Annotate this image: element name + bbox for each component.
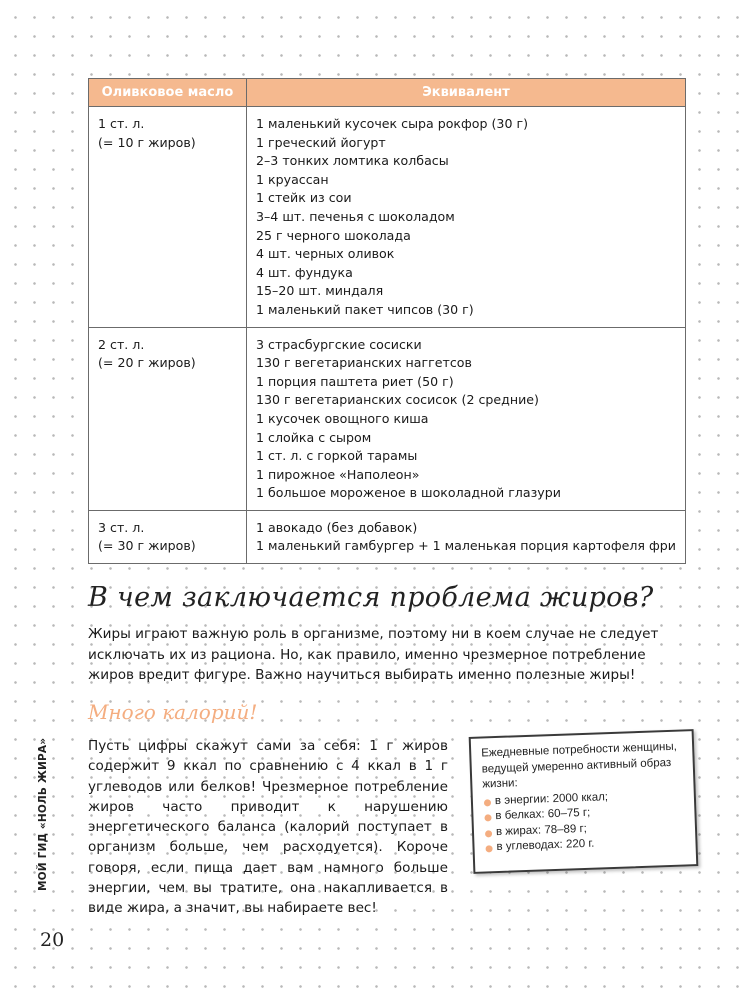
page-number: 20 xyxy=(40,929,65,951)
section-heading: В чем заключается проблема жиров? xyxy=(88,582,654,613)
daily-needs-item: в жирах: 78–89 г; xyxy=(484,818,685,841)
daily-needs-intro: Ежедневные потребности женщины, ведущей умеренно активный образ жизни: xyxy=(481,740,678,791)
equivalent-item: 15–20 шт. миндаля xyxy=(256,283,384,299)
equivalent-item: 1 маленький кусочек сыра рокфор (30 г) xyxy=(256,116,528,131)
equivalent-cell xyxy=(247,510,686,563)
daily-needs-box xyxy=(469,729,699,874)
equivalent-item: 1 стейк из сои xyxy=(256,190,352,206)
equivalent-item: 1 круассан xyxy=(256,171,329,187)
subsection-heading: Много калорий! xyxy=(88,700,258,724)
section-paragraph: Жиры играют важную роль в организме, поэтому ни в коем случае не следует исключать их из рациона. Но, как правило, именно чрезмерное потребление жиров вредит фигуре. Важно научиться выбирать именно полезные жиры! xyxy=(88,626,659,683)
header-equivalent: Эквивалент xyxy=(247,79,686,107)
fat-equivalents-table xyxy=(88,78,686,564)
spine-title: МОЙ ГИД «НОЛЬ ЖИРА» xyxy=(37,737,49,891)
equivalent-item: 25 г черного шоколада xyxy=(256,227,411,243)
subsection-paragraph: Пусть цифры скажут сами за себя: 1 г жиров содержит 9 ккал по сравнению с 4 ккал в 1 г углеводов или белков! Чрезмерное потребление жиров часто приводит к нарушению энергетического баланса (калорий поступает в организм больше, чем расходуется). Короче говоря, если пища дает вам намного больше энергии, чем вы тратите, она накапливается в виде жира, а значит, вы набираете вес! xyxy=(88,738,448,917)
equivalent-item: 4 шт. фундука xyxy=(256,264,353,280)
equivalent-item: 1 слойка с сыром xyxy=(256,429,372,445)
equivalent-item: 3 страсбургские сосиски xyxy=(256,336,422,352)
equivalent-item: 130 г вегетарианских наггетсов xyxy=(256,355,472,371)
equivalent-cell xyxy=(247,107,686,328)
table-row xyxy=(89,327,686,510)
table-row xyxy=(89,107,686,328)
amount-cell xyxy=(89,510,247,563)
amount-line: (= 10 г жиров) xyxy=(98,134,196,150)
amount-line: 1 ст. л. xyxy=(98,116,145,131)
equivalent-item: 1 маленький пакет чипсов (30 г) xyxy=(256,301,474,317)
daily-needs-item: в белках: 60–75 г; xyxy=(483,802,684,825)
equivalent-item: 1 пирожное «Наполеон» xyxy=(256,466,420,482)
table-row xyxy=(89,510,686,563)
amount-line: (= 30 г жиров) xyxy=(98,538,196,554)
daily-needs-item: в энергии: 2000 ккал; xyxy=(483,787,684,810)
equivalent-item: 1 ст. л. с горкой тарамы xyxy=(256,448,418,464)
equivalent-item: 2–3 тонких ломтика колбасы xyxy=(256,153,449,169)
equivalent-item: 1 большое мороженое в шоколадной глазури xyxy=(256,485,561,501)
amount-line: (= 20 г жиров) xyxy=(98,355,196,371)
equivalent-item: 1 авокадо (без добавок) xyxy=(256,519,418,535)
equivalent-item: 1 кусочек овощного киша xyxy=(256,410,429,426)
amount-cell xyxy=(89,107,247,328)
equivalent-item: 130 г вегетарианских сосисок (2 средние) xyxy=(256,392,539,408)
daily-needs-item: в углеводах: 220 г. xyxy=(484,833,685,856)
equivalent-cell xyxy=(247,327,686,510)
amount-line: 2 ст. л. xyxy=(98,336,145,352)
equivalent-item: 1 порция паштета риет (50 г) xyxy=(256,373,454,389)
equivalent-item: 1 маленький гамбургер + 1 маленькая порция картофеля фри xyxy=(256,538,676,554)
equivalent-item: 1 греческий йогурт xyxy=(256,134,386,150)
header-olive-oil: Оливковое масло xyxy=(89,79,247,107)
amount-line: 3 ст. л. xyxy=(98,519,145,535)
daily-needs-list xyxy=(483,787,686,856)
equivalent-item: 3–4 шт. печенья с шоколадом xyxy=(256,208,455,224)
equivalent-item: 4 шт. черных оливок xyxy=(256,246,395,262)
table-header-row xyxy=(89,79,686,107)
amount-cell xyxy=(89,327,247,510)
